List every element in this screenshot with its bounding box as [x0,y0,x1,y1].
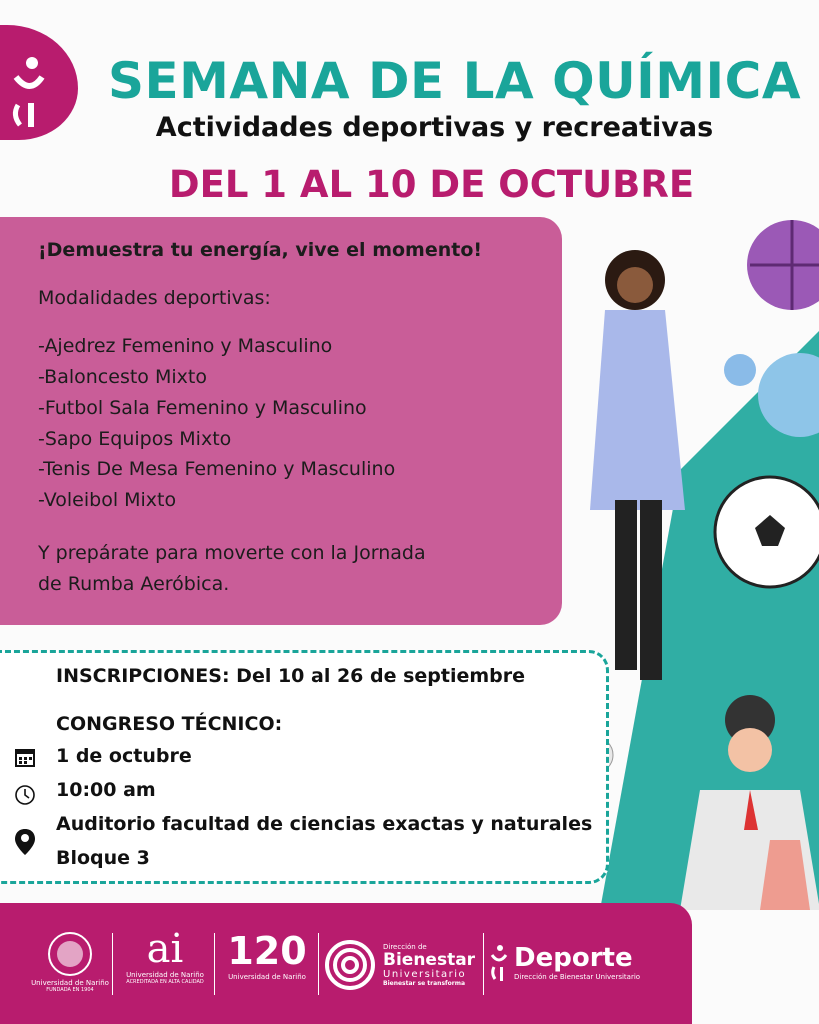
deporte-logo [514,943,640,981]
bienestar-spiral-icon [324,939,376,991]
deporte-title: Deporte [514,943,633,973]
deporte-subtitle: Dirección de Bienestar Universitario [514,973,641,981]
anniversary-mark: 120 [227,929,307,973]
anniversary-logo [222,929,312,981]
ai-mark: ai [146,926,184,972]
event-dates: DEL 1 AL 10 DE OCTUBRE [168,163,695,206]
flask-icon [724,354,756,386]
registration-dates: INSCRIPCIONES: Del 10 al 26 de septiembre [56,665,526,687]
clock-icon [14,784,36,806]
registration-info-panel [0,650,609,884]
congress-time: 10:00 am [56,779,156,801]
bienestar-tagline: Bienestar se transforma [383,980,466,987]
female-scientist-coat [590,310,685,510]
anniversary-university: Universidad de Nariño [228,973,306,981]
modality-item: -Voleibol Mixto [38,489,177,511]
event-title: SEMANA DE LA QUÍMICA [107,52,802,110]
udenar-logo [30,931,110,993]
udenar-founded: FUNDADA EN 1904 [46,987,94,993]
congress-heading: CONGRESO TÉCNICO: [56,713,283,735]
modality-item: -Ajedrez Femenino y Masculino [38,335,333,357]
sponsors-footer [0,903,692,1024]
slogan: ¡Demuestra tu energía, vive el momento! [38,239,483,261]
modality-item: -Tenis De Mesa Femenino y Masculino [38,458,396,480]
university-seal-icon [47,931,93,977]
modality-item: -Futbol Sala Femenino y Masculino [38,397,367,419]
deporte-person-icon [488,943,510,983]
modality-item: -Sapo Equipos Mixto [38,428,232,450]
bienestar-title: Bienestar [383,950,476,970]
ai-university: Universidad de Nariño [126,971,204,979]
bienestar-logo [383,943,475,987]
ai-logo [120,927,210,985]
location-pin-icon [14,828,36,856]
congress-place: Auditorio facultad de ciencias exactas y naturales [56,813,593,835]
modalities-heading: Modalidades deportivas: [38,287,271,309]
closing-text: Y prepárate para moverte con la Jornada [38,542,426,564]
bienestar-subtitle: Universitario [383,969,467,980]
congress-date: 1 de octubre [56,745,192,767]
bienestar-pre: Dirección de [383,943,427,951]
ai-accreditation: ACREDITADA EN ALTA CALIDAD [126,979,204,985]
calendar-icon [14,746,36,768]
udenar-name: Universidad de Nariño [31,979,109,987]
event-subtitle: Actividades deportivas y recreativas [155,112,714,143]
congress-block: Bloque 3 [56,847,150,869]
activities-panel [0,217,562,625]
closing-text: de Rumba Aeróbica. [38,573,230,595]
modality-item: -Baloncesto Mixto [38,366,207,388]
